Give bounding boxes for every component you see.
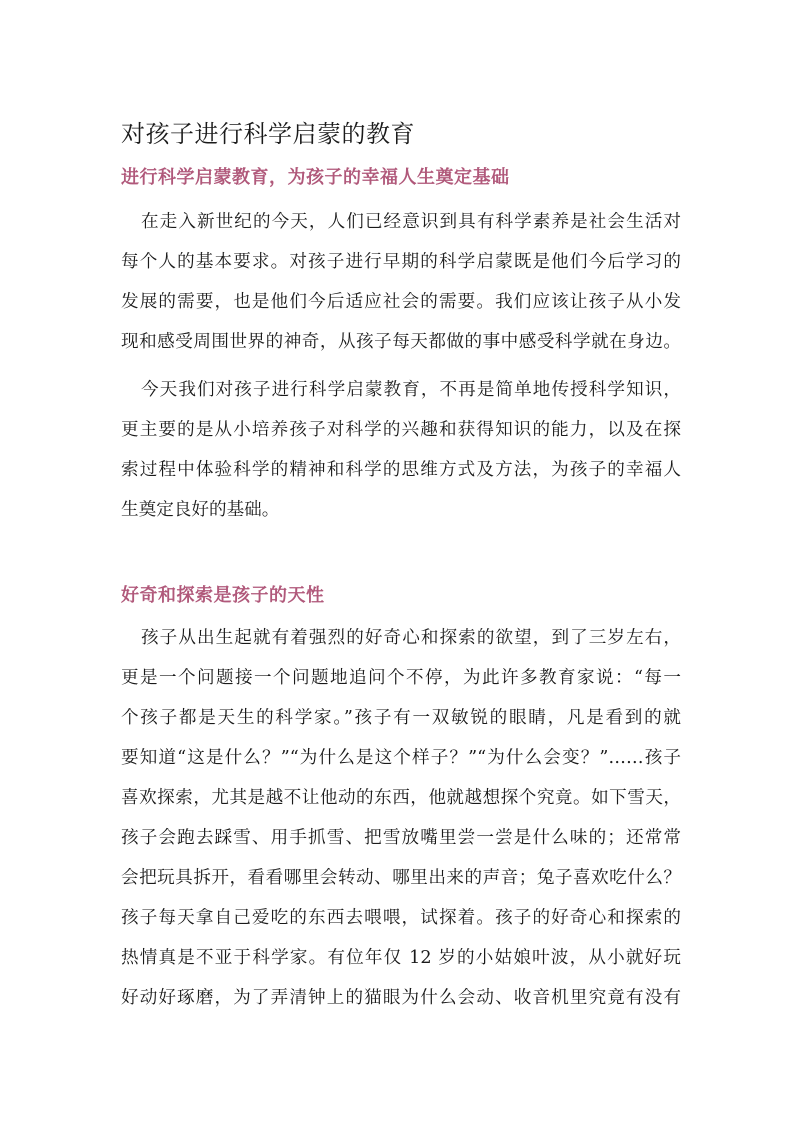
paragraph-line: 孩子会跑去踩雪、用手抓雪、把雪放嘴里尝一尝是什么味的；还常常: [121, 828, 681, 848]
paragraph-line: 更主要的是从小培养孩子对科学的兴趣和获得知识的能力，以及在探: [121, 420, 681, 440]
paragraph-line: 索过程中体验科学的精神和科学的思维方式及方法，为孩子的幸福人: [121, 460, 681, 480]
paragraph-line: 现和感受周围世界的神奇，从孩子每天都做的事中感受科学就在身边。: [121, 332, 681, 352]
paragraph-line: 好动好琢磨，为了弄清钟上的猫眼为什么会动、收音机里究竟有没有: [121, 988, 681, 1008]
paragraph-curiosity: [121, 618, 681, 1018]
paragraph-new-century: [121, 202, 681, 362]
paragraph-line: 喜欢探索，尤其是越不让他动的东西，他就越想探个究竟。如下雪天，: [121, 788, 681, 808]
paragraph-line: 更是一个问题接一个问题地追问个不停，为此许多教育家说：“每一: [121, 668, 681, 688]
document-title: 对孩子进行科学启蒙的教育: [121, 120, 415, 148]
paragraph-line: 在走入新世纪的今天，人们已经意识到具有科学素养是社会生活对: [141, 212, 681, 232]
paragraph-line: 每个人的基本要求。对孩子进行早期的科学启蒙既是他们今后学习的: [121, 252, 681, 272]
paragraph-today: [121, 370, 681, 530]
paragraph-line: 今天我们对孩子进行科学启蒙教育，不再是简单地传授科学知识，: [141, 380, 681, 400]
paragraph-line: 发展的需要，也是他们今后适应社会的需要。我们应该让孩子从小发: [121, 292, 681, 312]
section-heading-science-enlightenment: 进行科学启蒙教育，为孩子的幸福人生奠定基础: [121, 167, 510, 188]
section-heading-curiosity: 好奇和探索是孩子的天性: [121, 585, 325, 606]
paragraph-line: 孩子每天拿自己爱吃的东西去喂喂，试探着。孩子的好奇心和探索的: [121, 908, 681, 928]
paragraph-line: 会把玩具拆开，看看哪里会转动、哪里出来的声音；兔子喜欢吃什么？: [121, 868, 681, 888]
paragraph-line: 要知道“这是什么？”“为什么是这个样子？”“为什么会变？”……孩子: [121, 748, 681, 768]
paragraph-line: 热情真是不亚于科学家。有位年仅 12 岁的小姑娘叶波，从小就好玩: [121, 948, 681, 968]
paragraph-line: 个孩子都是天生的科学家。”孩子有一双敏锐的眼睛，凡是看到的就: [121, 708, 681, 728]
paragraph-line: 生奠定良好的基础。: [121, 500, 280, 520]
paragraph-line: 孩子从出生起就有着强烈的好奇心和探索的欲望，到了三岁左右，: [141, 628, 681, 648]
